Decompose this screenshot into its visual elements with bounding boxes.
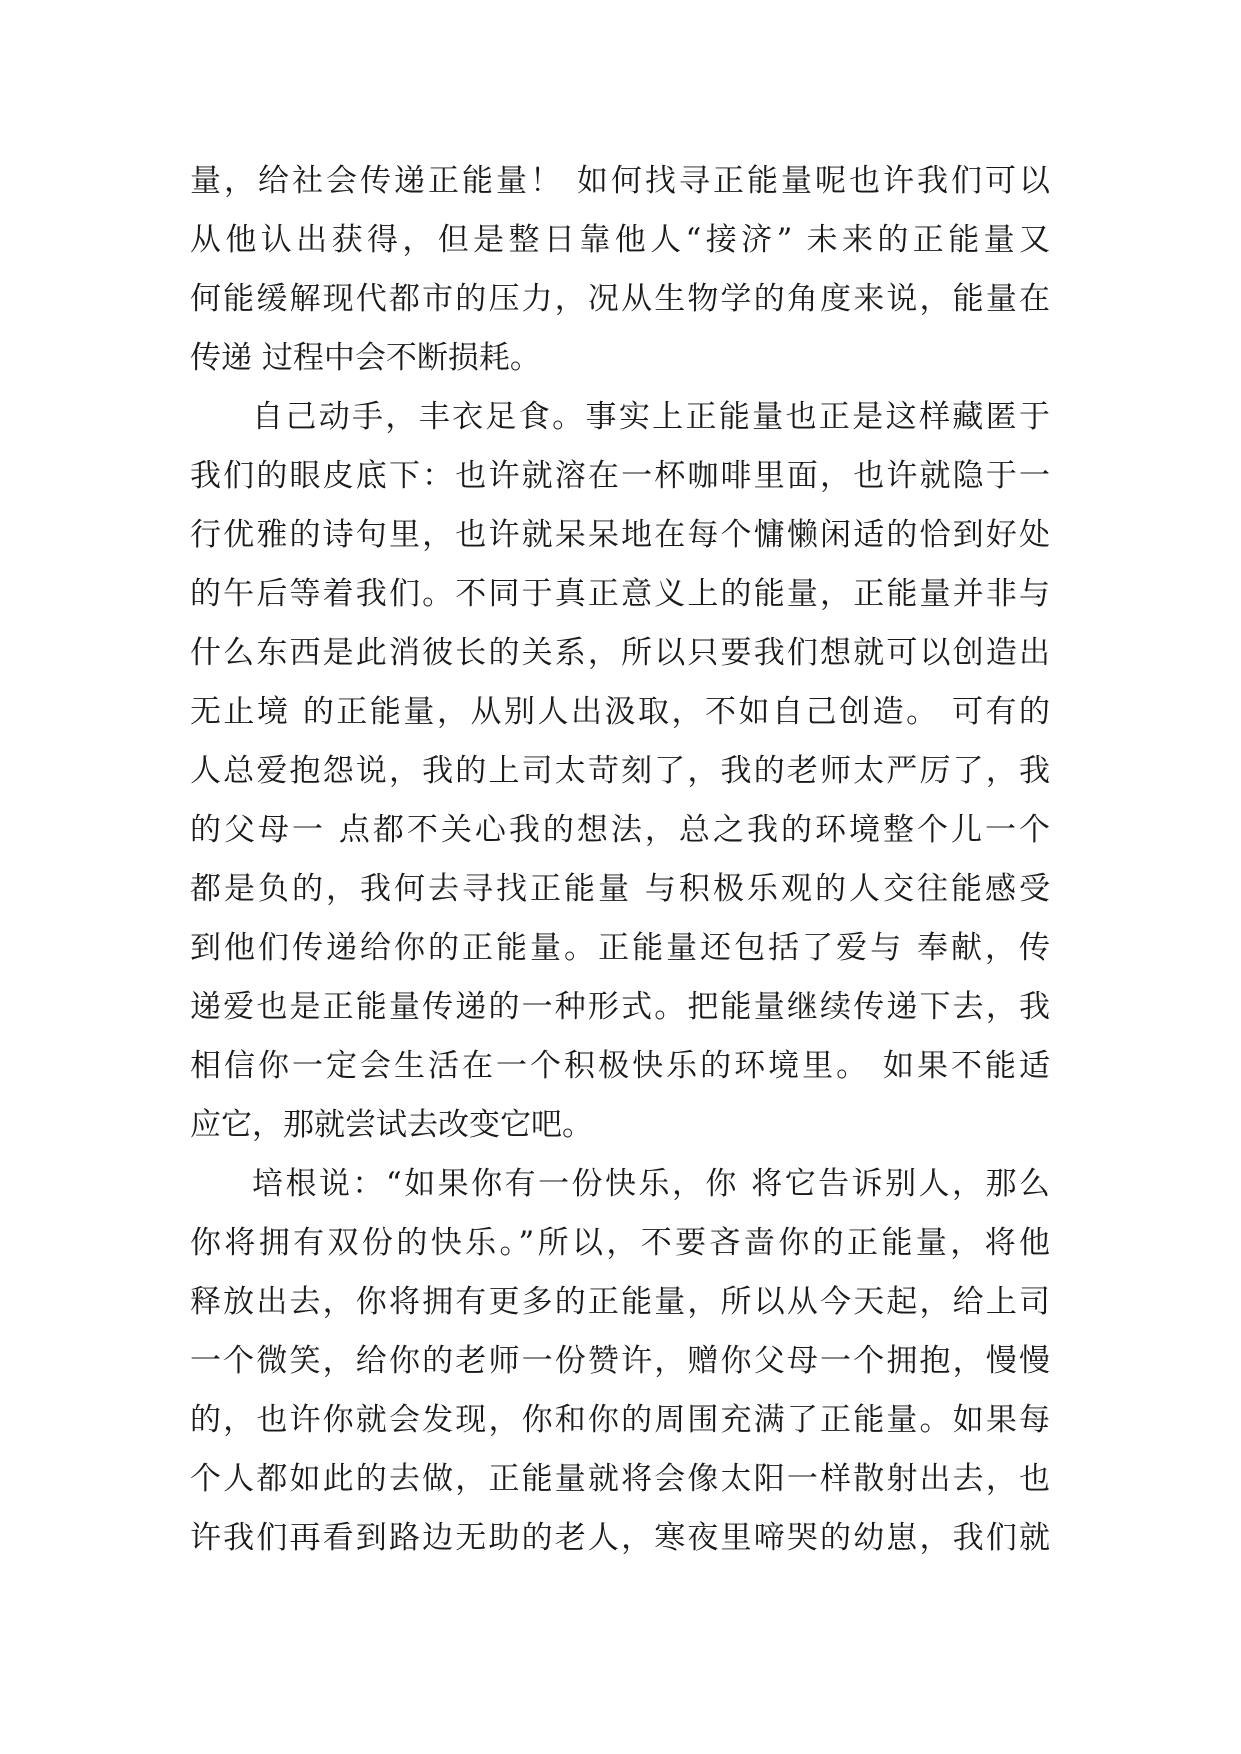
text-line: 的午后等着我们。不同于真正意义上的能量，正能量并非与: [190, 576, 1050, 612]
text-line: 什么东西是此消彼长的关系，所以只要我们想就可以创造出: [190, 635, 1050, 671]
text-line: 个人都如此的去做，正能量就将会像太阳一样散射出去，也: [190, 1461, 1050, 1497]
text-line: 相信你一定会生活在一个积极快乐的环境里。 如果不能适: [190, 1048, 1050, 1084]
text-line: 无止境 的正能量，从别人出汲取，不如自己创造。 可有的: [190, 694, 1050, 730]
text-line: 都是负的，我何去寻找正能量 与积极乐观的人交往能感受: [190, 871, 1050, 907]
text-line: 我们的眼皮底下：也许就溶在一杯咖啡里面，也许就隐于一: [190, 458, 1050, 494]
text-line: 释放出去，你将拥有更多的正能量，所以从今天起，给上司: [190, 1284, 1050, 1320]
body-text: [190, 152, 1050, 1568]
text-line: 量，给社会传递正能量！ 如何找寻正能量呢也许我们可以: [190, 163, 1050, 199]
text-line: 一个微笑，给你的老师一份赞许，赠你父母一个拥抱，慢慢: [190, 1343, 1050, 1379]
text-line: 你将拥有双份的快乐。”所以，不要吝啬你的正能量，将他: [190, 1225, 1050, 1261]
text-line: 应它，那就尝试去改变它吧。: [190, 1107, 593, 1143]
paragraph-start-line: 培根说：“如果你有一份快乐，你 将它告诉别人，那么: [252, 1166, 1050, 1202]
text-line: 何能缓解现代都市的压力，况从生物学的角度来说，能量在: [190, 281, 1050, 317]
text-line: 人总爱抱怨说，我的上司太苛刻了，我的老师太严厉了，我: [190, 753, 1050, 789]
text-line: 的，也许你就会发现，你和你的周围充满了正能量。如果每: [190, 1402, 1050, 1438]
text-line: 递爱也是正能量传递的一种形式。把能量继续传递下去，我: [190, 989, 1050, 1025]
text-line: 的父母一 点都不关心我的想法，总之我的环境整个儿一个: [190, 812, 1050, 848]
text-line: 到他们传递给你的正能量。正能量还包括了爱与 奉献，传: [190, 930, 1050, 966]
text-line: 许我们再看到路边无助的老人，寒夜里啼哭的幼崽，我们就: [190, 1520, 1050, 1556]
paragraph-start-line: 自己动手，丰衣足食。事实上正能量也正是这样藏匿于: [252, 399, 1050, 435]
text-line: 从他认出获得，但是整日靠他人“接济” 未来的正能量又: [190, 222, 1050, 258]
text-line: 传递 过程中会不断损耗。: [190, 340, 541, 376]
text-line: 行优雅的诗句里，也许就呆呆地在每个慵懒闲适的恰到好处: [190, 517, 1050, 553]
